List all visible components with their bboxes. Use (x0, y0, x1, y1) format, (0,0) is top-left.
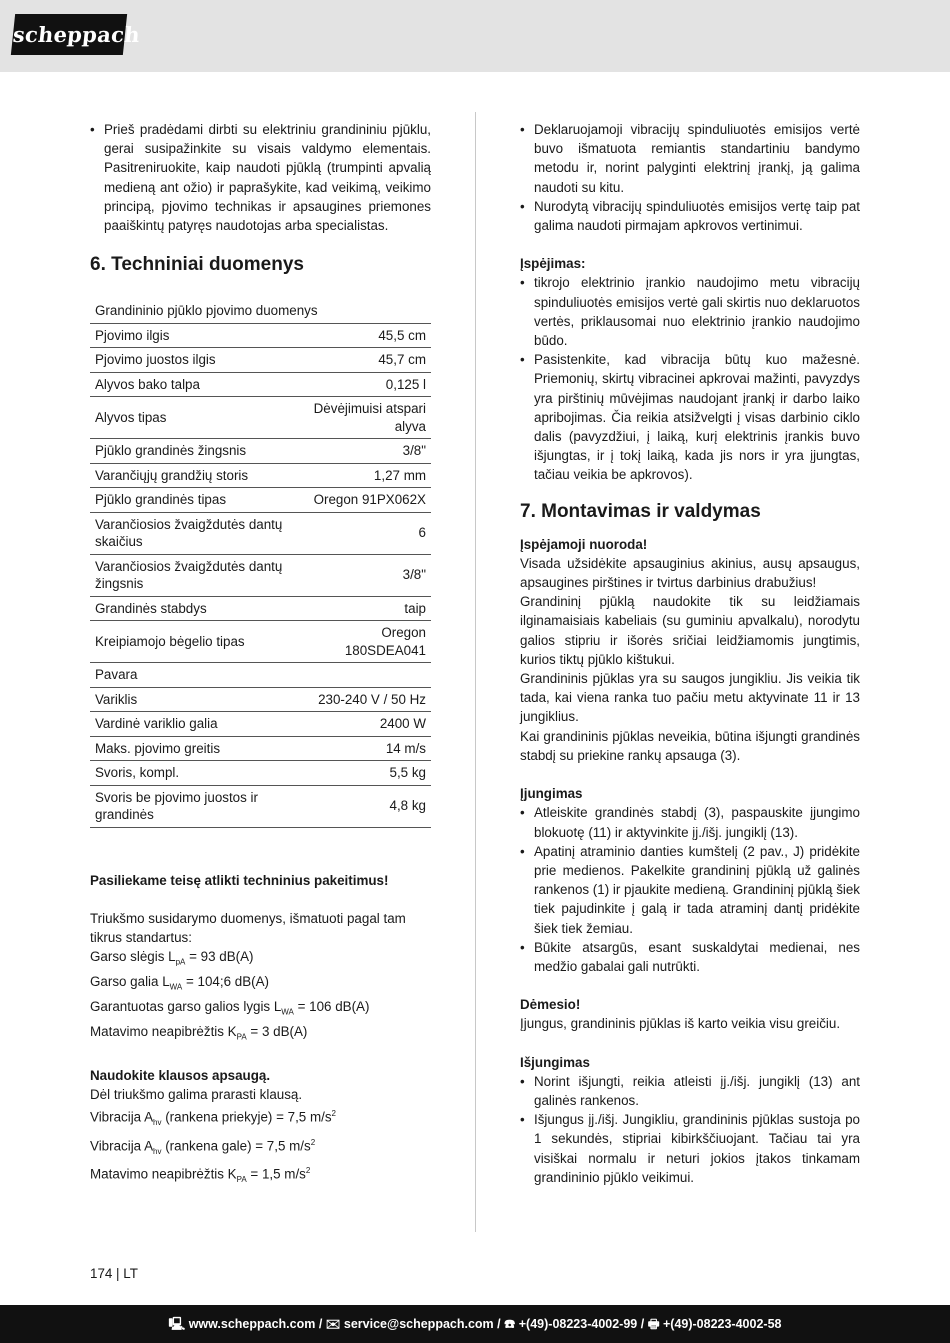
footer-fax: +(49)-08223-4002-58 (662, 1317, 782, 1331)
table-row (90, 348, 431, 373)
row-label: Vardinė variklio galia (90, 712, 301, 737)
table-row (90, 439, 431, 464)
table-row (90, 463, 431, 488)
reserve-note: Pasiliekame teisę atlikti techninius pakeitimus! (90, 872, 389, 888)
intro-bullet: • Prieš pradėdami dirbti su elektriniu grandininiu pjūklu, gerai susipažinkite su visais valdymo elementais. Pasitreniruokite, kaip naudoti pjūklą (trumpinti apvalią medieną ant ožio) ir paprašykite, kad veikimą, veikimo principą, pjovimo technikas ir apsaugines priemones paaiškintų patyręs naudotojas arba specialistas. (90, 120, 431, 235)
table-row (90, 785, 431, 827)
row-value: 3/8" (301, 439, 431, 464)
table-row (90, 596, 431, 621)
noise-line: Garso galia $L_{WA}$ = 104;6 dB(A) (90, 974, 269, 992)
caution-paragraph: Kai grandininis pjūklas neveikia, būtina išjungti grandinės stabdį su priekine rankų apsauga (3). (520, 728, 860, 763)
row-value: 230-240 V / 50 Hz (301, 687, 431, 712)
row-label: Pjovimo juostos ilgis (90, 348, 301, 373)
footer-web[interactable]: www.scheppach.com (188, 1317, 316, 1331)
row-value: 6 (301, 512, 431, 554)
row-value: 1,27 mm (301, 463, 431, 488)
column-divider (475, 112, 476, 1232)
list-item: • Apatinį atraminio danties kumštelį (2 pav., J) pridėkite prie medienos. Pakelkite grandininį pjūklą už galinės rankenos (1) ir pjaukite medieną. Grandininį pjūklą šiek tiek pajudinkite į galą ir tada atraminį dantį pridėkite šiek tiek žemiau. (520, 842, 860, 938)
off-title: Išjungimas (520, 1054, 590, 1070)
noise-intro: Triukšmo susidarymo duomenys, išmatuoti pagal tam tikrus standartus: (90, 910, 406, 946)
table-row (90, 663, 431, 688)
row-label: Varančiosios žvaigždutės dantų skaičius (90, 512, 301, 554)
list-item: • Deklaruojamoji vibracijų spinduliuotės emisijos vertė buvo išmatuota remiantis standartiniu bandymo metodu ir, norint palyginti elektrinį įrankį, ją galima naudoti su kitu. (520, 120, 860, 197)
attention-title: Dėmesio! (520, 997, 581, 1013)
monitor-icon: 🖳 (168, 1317, 186, 1331)
table-row (90, 712, 431, 737)
list-item: • Nurodytą vibracijų spinduliuotės emisijos vertę taip pat galima naudoti pirmajam apkrovos vertinimui. (520, 197, 860, 235)
row-value: 45,7 cm (301, 348, 431, 373)
fax-icon: 🖶 (647, 1317, 660, 1331)
left-column (90, 120, 431, 1189)
row-label: Grandinės stabdys (90, 596, 301, 621)
row-label: Pjūklo grandinės tipas (90, 488, 301, 513)
list-item: • Išjungus įj./išj. Jungikliu, grandininis pjūklas sustoja po 1 sekundės, stipriai kibirkščiuojant. Tačiau tai yra visiškai normalu ir neturi jokios įtakos tinkamam grandininio pjūklo veikimui. (520, 1110, 860, 1187)
row-label: Svoris be pjovimo juostos ir grandinės (90, 785, 301, 827)
row-value: Dėvėjimuisi atspari alyva (301, 397, 431, 439)
right-column (520, 120, 860, 1187)
row-label: Varančiosios žvaigždutės dantų žingsnis (90, 554, 301, 596)
mail-icon: ✉ (325, 1317, 341, 1331)
row-value: 3/8" (301, 554, 431, 596)
row-label: Svoris, kompl. (90, 761, 301, 786)
table-row (90, 488, 431, 513)
vibration-line: Vibracija $A_{hv}$ (rankena priekyje) = 7,5 $m/s^2$ (90, 1109, 336, 1128)
list-item: • Būkite atsargūs, esant suskaldytai medienai, nes medžio gabalai gali nutrūkti. (520, 938, 860, 976)
section-7-title: 7. Montavimas ir valdymas (520, 500, 761, 522)
table-row (90, 761, 431, 786)
caution-title: Įspėjamoji nuoroda! (520, 536, 648, 552)
caution-paragraph: Visada užsidėkite apsauginius akinius, ausų apsaugus, apsaugines pirštines ir tvirtus darbinius drabužius! (520, 555, 860, 591)
table-row (90, 397, 431, 439)
vibration-line: Matavimo neapibrėžtis $K_{PA} = 1,5$ $m/s^2$ (90, 1165, 311, 1185)
table-row (90, 687, 431, 712)
row-label: Pjovimo ilgis (90, 323, 301, 348)
scheppach-logo: scheppach (11, 14, 127, 55)
table-caption: Grandininio pjūklo pjovimo duomenys (90, 299, 431, 323)
vibration-line: Vibracija $A_{hv}$ (rankena gale) = 7,5 $m/s^2$ (90, 1137, 316, 1156)
footer-email[interactable]: service@scheppach.com (343, 1317, 494, 1331)
row-value: 4,8 kg (301, 785, 431, 827)
section-6-title: 6. Techniniai duomenys (90, 254, 304, 276)
row-label: Varančiųjų grandžių storis (90, 463, 301, 488)
row-value: 2400 W (301, 712, 431, 737)
row-label: Alyvos tipas (90, 397, 301, 439)
tech-data-table (90, 299, 431, 828)
on-list (520, 803, 860, 976)
row-value: taip (301, 596, 431, 621)
table-row (90, 512, 431, 554)
hearing-text: Dėl triukšmo galima prarasti klausą. (90, 1087, 303, 1103)
list-item: • Pasistenkite, kad vibracija būtų kuo mažesnė. Priemonių, skirtų vibracinei apkrovai mažinti, pavyzdys yra pirštinių mūvėjimas naudojant įrankį ir darbo laiko apribojimas. Čia reikia atsižvelgti į visas darbinio ciklo dalis (pavyzdžiui, į laiką, kurį elektrinis įrankis buvo išjungtas, ir į tokį laiką, kada jis nors ir yra įjungtas, tačiau veikia be apkrovos). (520, 350, 860, 484)
row-label: Maks. pjovimo greitis (90, 736, 301, 761)
list-item: • Atleiskite grandinės stabdį (3), paspauskite įjungimo blokuotę (11) ir aktyvinkite įj./išj. jungiklį (13). (520, 803, 860, 841)
warning-title: Įspėjimas: (520, 256, 586, 272)
attention-text: Įjungus, grandininis pjūklas iš karto veikia visu greičiu. (520, 1016, 841, 1032)
page-footer: 🖳 www.scheppach.com / ✉ service@scheppach.com / ☎ +(49)-08223-4002-99 / 🖶 +(49)-08223-4002-58 (0, 1305, 950, 1343)
page-header (0, 0, 950, 72)
row-value: 14 m/s (301, 736, 431, 761)
caution-paragraphs (520, 554, 860, 765)
table-row (90, 736, 431, 761)
vibration-info-list (520, 120, 860, 235)
noise-line: Matavimo neapibrėžtis $K_{PA} = 3$ dB(A) (90, 1023, 308, 1042)
row-value: 0,125 l (301, 372, 431, 397)
row-value: 5,5 kg (301, 761, 431, 786)
row-label: Alyvos bako talpa (90, 372, 301, 397)
row-value: Oregon 91PX062X (301, 488, 431, 513)
footer-phone: +(49)-08223-4002-99 (518, 1317, 638, 1331)
table-row (90, 323, 431, 348)
off-list (520, 1072, 860, 1187)
vibration-values (90, 1104, 431, 1189)
row-label: Pjūklo grandinės žingsnis (90, 439, 301, 464)
intro-list (90, 120, 431, 235)
table-row (90, 554, 431, 596)
row-label: Variklis (90, 687, 301, 712)
list-item: • Norint išjungti, reikia atleisti įj./išj. jungiklį (13) ant galinės rankenos. (520, 1072, 860, 1110)
noise-line: Garso slėgis $L_{pA} = 93$ dB(A) (90, 949, 254, 967)
noise-line: Garantuotas garso galios lygis $L_{WA} = 106$ dB(A) (90, 999, 370, 1017)
row-value: Oregon 180SDEA041 (301, 621, 431, 663)
on-title: Įjungimas (520, 786, 583, 802)
list-item: • tikrojo elektrinio įrankio naudojimo metu vibracijų spinduliuotės emisijos vertė gali skirtis nuo deklaruotos vertės, priklausomai nuo elektrinio įrankio naudojimo būdo. (520, 273, 860, 350)
row-label: Pavara (90, 663, 301, 688)
caution-paragraph: Grandininis pjūklas yra su saugos jungikliu. Jis veikia tik tada, kai viena ranka tuo pačiu metu aktyvinate 11 ir 13 jungiklius. (520, 671, 860, 725)
hearing-title: Naudokite klausos apsaugą. (90, 1067, 271, 1083)
table-row (90, 621, 431, 663)
noise-values (90, 947, 431, 1047)
table-row (90, 372, 431, 397)
row-value (301, 663, 431, 688)
warning-list (520, 273, 860, 484)
row-value: 45,5 cm (301, 323, 431, 348)
row-label: Kreipiamojo bėgelio tipas (90, 621, 301, 663)
caution-paragraph: Grandininį pjūklą naudokite tik su leidžiamais ilginamaisiais kabeliais (su guminiu apvalkalu), norodytu galios stipriu ir išorės sričiai leidžiamomis jungtimis, kurios tiktų pjūklo kištukui. (520, 594, 860, 667)
phone-icon: ☎ (504, 1317, 516, 1331)
page-number: 174 | LT (90, 1266, 138, 1281)
